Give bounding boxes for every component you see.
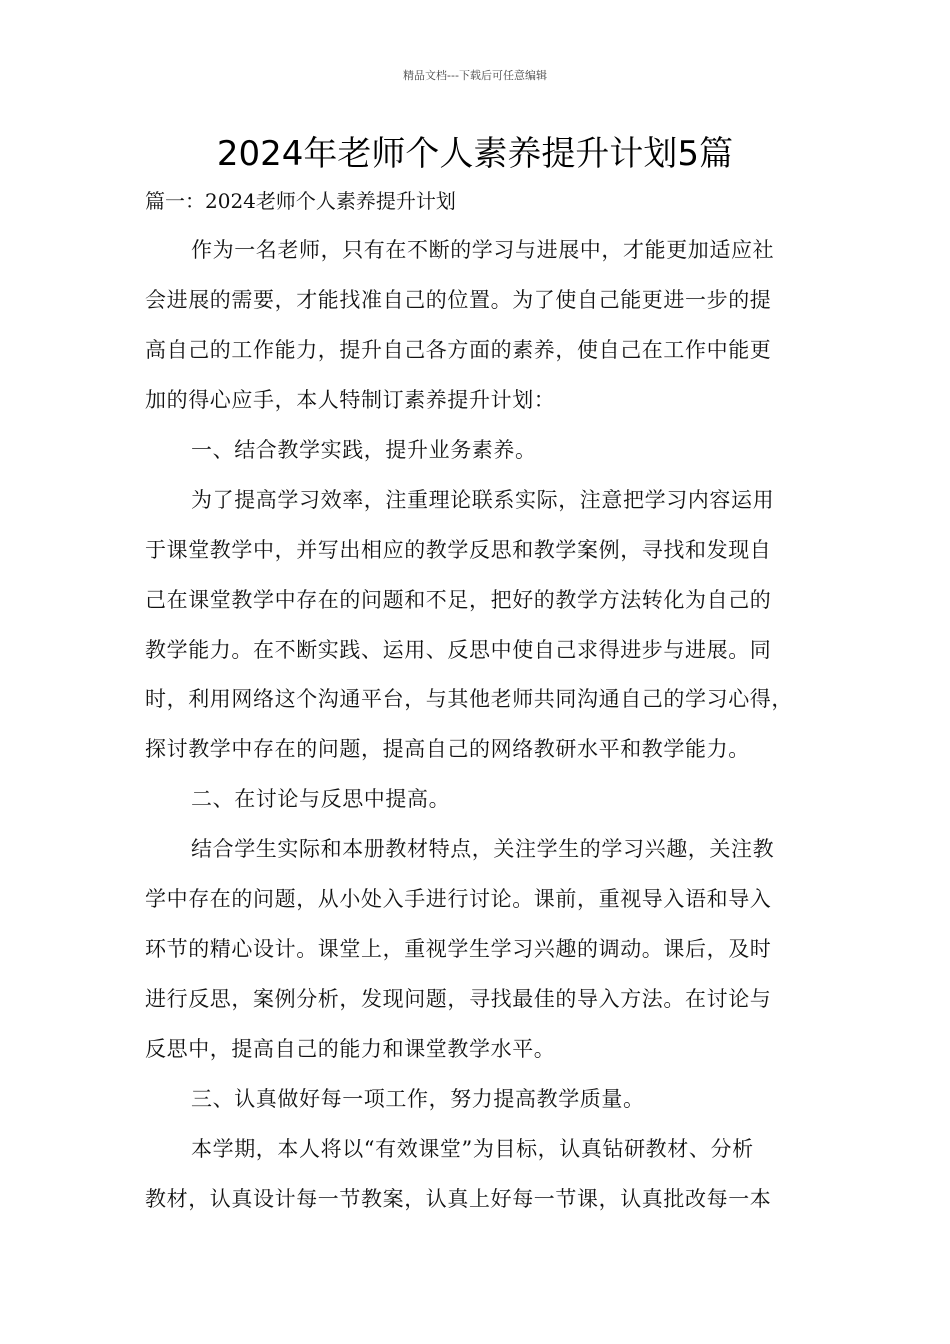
- subheading-line: 三、认真做好每一项工作，努力提高教学质量。: [191, 1086, 645, 1111]
- paragraph-line: 教材，认真设计每一节教案，认真上好每一节课，认真批改每一本: [145, 1186, 772, 1211]
- document-title: 2024年老师个人素养提升计划5篇: [216, 134, 734, 174]
- paragraph-line: 本学期，本人将以“有效课堂”为目标，认真钻研教材、分析: [191, 1136, 754, 1161]
- paragraph-line: 加的得心应手，本人特制订素养提升计划：: [145, 387, 556, 412]
- paragraph-line: 己在课堂教学中存在的问题和不足，把好的教学方法转化为自己的: [145, 587, 772, 612]
- subheading-line: 一、结合教学实践，提升业务素养。: [191, 437, 537, 462]
- paragraph-line: 学中存在的问题，从小处入手进行讨论。课前，重视导入语和导入: [145, 887, 772, 912]
- paragraph-line: 结合学生实际和本册教材特点，关注学生的学习兴趣，关注教: [191, 837, 775, 862]
- paragraph-line: 作为一名老师，只有在不断的学习与进展中，才能更加适应社: [191, 238, 775, 262]
- body-text: [145, 226, 820, 1225]
- paragraph-line: 进行反思，案例分析，发现问题，寻找最佳的导入方法。在讨论与: [145, 987, 772, 1012]
- paragraph-line: 为了提高学习效率，注重理论联系实际，注意把学习内容运用: [191, 487, 775, 512]
- header-note: 精品文档---下载后可任意编辑: [403, 69, 547, 82]
- section-heading: 篇一：2024老师个人素养提升计划: [145, 189, 456, 213]
- paragraph-line: 会进展的需要，才能找准自己的位置。为了使自己能更进一步的提: [145, 287, 772, 312]
- paragraph-line: 于课堂教学中，并写出相应的教学反思和教学案例，寻找和发现自: [145, 537, 772, 562]
- paragraph-line: 时，利用网络这个沟通平台，与其他老师共同沟通自己的学习心得，: [145, 687, 793, 712]
- paragraph-line: 环节的精心设计。课堂上，重视学生学习兴趣的调动。课后，及时: [145, 937, 772, 962]
- paragraph-line: 教学能力。在不断实践、运用、反思中使自己求得进步与进展。同: [145, 637, 772, 662]
- paragraph-line: 探讨教学中存在的问题，提高自己的网络教研水平和教学能力。: [145, 737, 750, 762]
- subheading-line: 二、在讨论与反思中提高。: [191, 787, 451, 812]
- paragraph-line: 反思中，提高自己的能力和课堂教学水平。: [145, 1037, 556, 1061]
- paragraph-line: 高自己的工作能力，提升自己各方面的素养，使自己在工作中能更: [145, 337, 772, 362]
